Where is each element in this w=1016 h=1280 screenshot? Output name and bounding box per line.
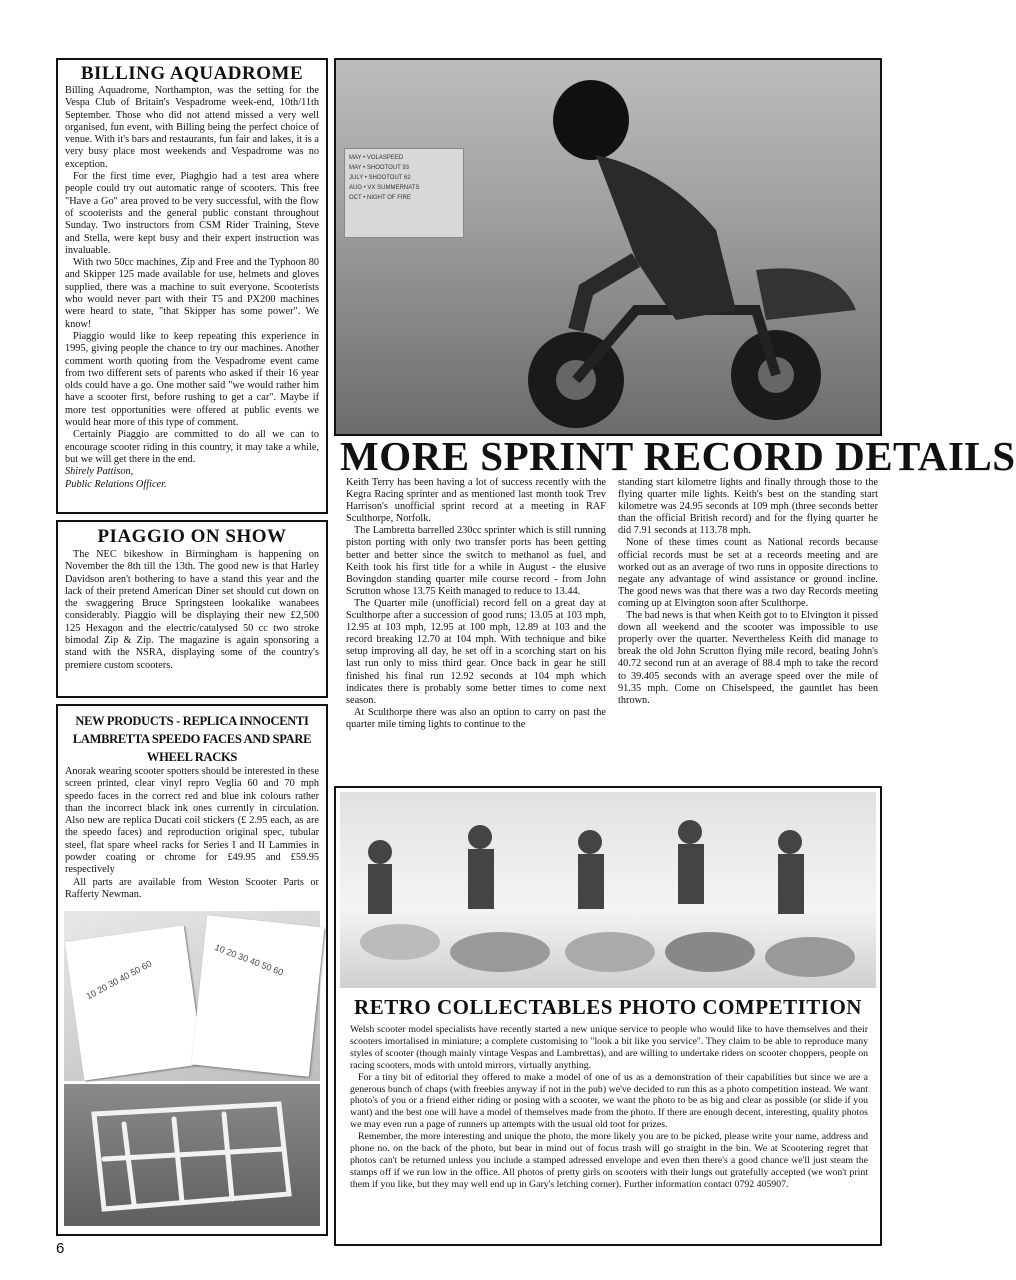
billing-title: BILLING AQUADROME [80, 63, 304, 84]
billing-article [56, 58, 328, 514]
products-title: NEW PRODUCTS - REPLICA INNOCENTI LAMBRETTA SPEEDO FACES AND SPARE WHEEL RACKS [72, 714, 312, 764]
sprinter-photo [334, 58, 882, 436]
speedo-face-sheet-2 [191, 915, 324, 1077]
retro-article [334, 786, 882, 1246]
billing-para-3: With two 50cc machines, Zip and Free and the Typhoon 80 and Skipper 125 made available for use, helmets and gloves supplied, there was a machine to suit everyone. Scooterists who would never part with their T5 and PX200 machines were heard to state, "that Skipper has some power". We know! [65, 257, 319, 330]
banner-line-5: OCT • NIGHT OF FIRE [349, 195, 411, 201]
products-para-1: Anorak wearing scooter spotters should be interested in these screen printed, clear vinyl repro Veglia 60 and 70 mph speedo faces in the correct red and blue ink colours rather than the incorrect black ink ones currently in circulation. Also new are replica Ducati coil stickers (£ 2.95 each, as are the speedo faces) and reproduction original spec, tubular steel, flat spare wheel racks for Series I and II Lammies in powder coating or chrome for £49.95 and £59.95 respectively [65, 766, 319, 876]
piaggio-body: The NEC bikeshow in Birmingham is happening on November the 8th till the 13th. The good new is that Harley Davidson aren't bothering to have a stand this year and the lack of their pretend American Diner set should cut down on the swaggering Bruce Springsteen lookalike wanabees considerably. Piaggio will be displaying their new £2,500 125 Hexagon and the electric/catalysed 50 cc two stroke bimodal Zip & Zip. The magazine is again sponsoring a stand with the NSRA, displaying some of the country's premiere custom scooters. [65, 549, 319, 671]
speedo-face-sheet-1 [65, 925, 203, 1080]
retro-title: RETRO COLLECTABLES PHOTO COMPETITION [354, 995, 862, 1019]
piaggio-title: PIAGGIO ON SHOW [97, 526, 287, 547]
banner-line-2: MAY • SHOOTOUT 93 [349, 165, 410, 171]
wheel-rack-photo [64, 1084, 320, 1226]
speedo-dial-marks-1: 10 20 30 40 50 60 [84, 958, 154, 1002]
retro-body [350, 1024, 868, 1191]
scooter-models-drawing [340, 792, 876, 988]
sprint-c1-p3: The Quarter mile (unofficial) record fell on a great day at Sculthorpe after a succession of good runs; 13.05 at 103 mph, 12.95 at 103 mph, 12.95 at 100 mph, 12.89 at 103 and the record breaking 12.70 at 104 mph. With technique and bike setup improving all day, he set off in a scorching start on his last run only to miss third gear. Once back in gear he still finished his final run 12.92 seconds at 104 mph which indicates there is probably some better times to come next season. [346, 597, 606, 706]
retro-para-1: Welsh scooter model specialists have recently started a new unique service to people who would like to have themselves and their scooters imortalised in miniature; a complete customising to "look a bit like you service". They claim to be able to reproduce many styles of scooter (though mainly vintage Vespas and Lambrettas), and are willing to undertake riders on scooter choppers, people on racing scooters, mods with untold mirrors, virtually anything. [350, 1024, 868, 1071]
wheel-rack-drawing [64, 1084, 320, 1226]
sprint-c1-p4: At Sculthorpe there was also an option to carry on past the quarter mile timing lights to continue to the [346, 706, 606, 730]
sprint-c1-p1: Keith Terry has been having a lot of success recently with the Kegra Racing sprinter and as mentioned last month took Trev Harrison's unofficial sprint record at a meeting in RAF Sculthorpe, Norfolk. [346, 477, 606, 525]
speedo-faces-photo [64, 911, 320, 1081]
billing-para-2: For the first time ever, Piaghgio had a test area where people could try out automatic range of scooters. This free "Have a Go" area proved to be very successful, with the flow of scooterists and the general public constant throughout Sunday. Two instructors from CSM Rider Training, Steve and Stella, were kept busy and their expert instruction was invaluable. [65, 171, 319, 256]
billing-para-4: Piaggio would like to keep repeating this experience in 1995, giving people the chance to try our machines. Another comment worth quoting from the Vespadrome event came from two different sets of parents who asked if their 16 year olds could have a go. One mother said "we would rather him have a scooter first, before rushing to get a car". Maybe if more test opportunities were offered at public events we would hear more of this type of comment. [65, 330, 319, 429]
sprint-body [346, 477, 878, 731]
billing-para-1: Billing Aquadrome, Northampton, was the setting for the Vespa Club of Britain's Vespadrome week-end, 10th/11th September. Those who did not attend missed a very well organised, fun event, with Billing being the perfect choice of venue. With it's bars and restaurants, fun fair and lakes, it is a very busy place most weekends and Vespadrome was no exception. [65, 85, 319, 170]
sprint-c2-p2: None of these times count as National records because official records must be set at a receords meeting and are worked out as an average of two runs in opposite directions to negate any advantage of wind assistance or ground incline. The good news was that there was a two day Records meeting coming up at Elvington soon after Sculthorpe. [618, 537, 878, 609]
products-para-2: All parts are available from Weston Scooter Parts or Rafferty Newman. [65, 876, 319, 900]
piaggio-article [56, 520, 328, 698]
sprint-c2-p3: The bad news is that when Keith got to to Elvington it pissed down all weekend and the scooter was impossible to use properly over the quarter. Nevertheless Keith did manage to break the old John Scrutton flying mile record, beating John's 40.72 second run at an average of 88.4 mph to take the record to 39.405 seconds with an average speed over the mile of 91.35 mph. Come on Chiselspeed, the gauntlet has been thrown. [618, 610, 878, 706]
scooter-models-photo [340, 792, 876, 988]
signature-name: Shirely Pattison, [65, 466, 134, 478]
sprinter-rider-drawing [336, 60, 880, 434]
products-article [56, 704, 328, 1236]
banner-line-4: AUG • VX SUMMERNATS [349, 185, 420, 191]
banner-line-3: JULY • SHOOTOUT 62 [349, 175, 411, 181]
retro-para-3: Remember, the more interesting and unique the photo, the more likely you are to be picked, please write your name, address and phone no. on the back of the photo, but bear in mind out of focus trash will go straight in the bin. We at Scootering regret that photos can't be returned unless you include a stamped adressed envelope and even then there's a good chance we'll just steam the stamps off if we run low in the office. All photos of pretty girls on scooters with their lungs out gratefully accepted (we won't print them if you like, but they may well end up in Gary's letching corner). Further information contact 0792 405907. [350, 1131, 868, 1190]
sprint-c2-p1: standing start kilometre lights and finally through those to the flying quarter mile lights. Keith's best on the standing start kilometre was 24.95 seconds at 109 mph (three seconds better than the official British record) and for the flying quarter he did 7.91 seconds at 113.78 mph. [618, 477, 878, 537]
retro-para-2: For a tiny bit of editorial they offered to make a model of one of us as a demonstration of their capabilities but since we are a generous bunch of chaps (with freebies anyway if not in the pub) we've decided to run this as a photo competition instead. We want photo's of you or a friend either riding or posing with a scooter, we want the photo to be as big and clear as possible (or slide if you want) and the best one will have a model of themselves made from the photo. If there are enough decent, interesting, quality photos we may even run a page of runners up attempts with the usual old toot for prizes. [350, 1071, 868, 1131]
sprint-column-2 [618, 477, 878, 731]
speedo-dial-marks-2: 10 20 30 40 50 60 [213, 942, 285, 978]
sprint-column-1 [346, 477, 606, 731]
billing-para-5: Certainly Piaggio are committed to do all we can to encourage scooter riding in this country, it may take a while, but we will get there in the end. [65, 429, 319, 465]
signature-title: Public Relations Officer. [65, 478, 167, 490]
page-number: 6 [56, 1240, 65, 1257]
sprint-title: MORE SPRINT RECORD DETAILS [340, 433, 1016, 479]
banner-line-1: MAY • VOLASPEED [349, 155, 404, 161]
sprint-c1-p2: The Lambretta barrelled 230cc sprinter which is still running piston porting with only two transfer ports has been getting better and better since the switch to methanol as fuel, and Keith took his first title for a while in August - the elusive Bovingdon standing quarter mile course record - from John Scrutton whose 13.75 Keith managed to reduce to 13.44. [346, 525, 606, 597]
